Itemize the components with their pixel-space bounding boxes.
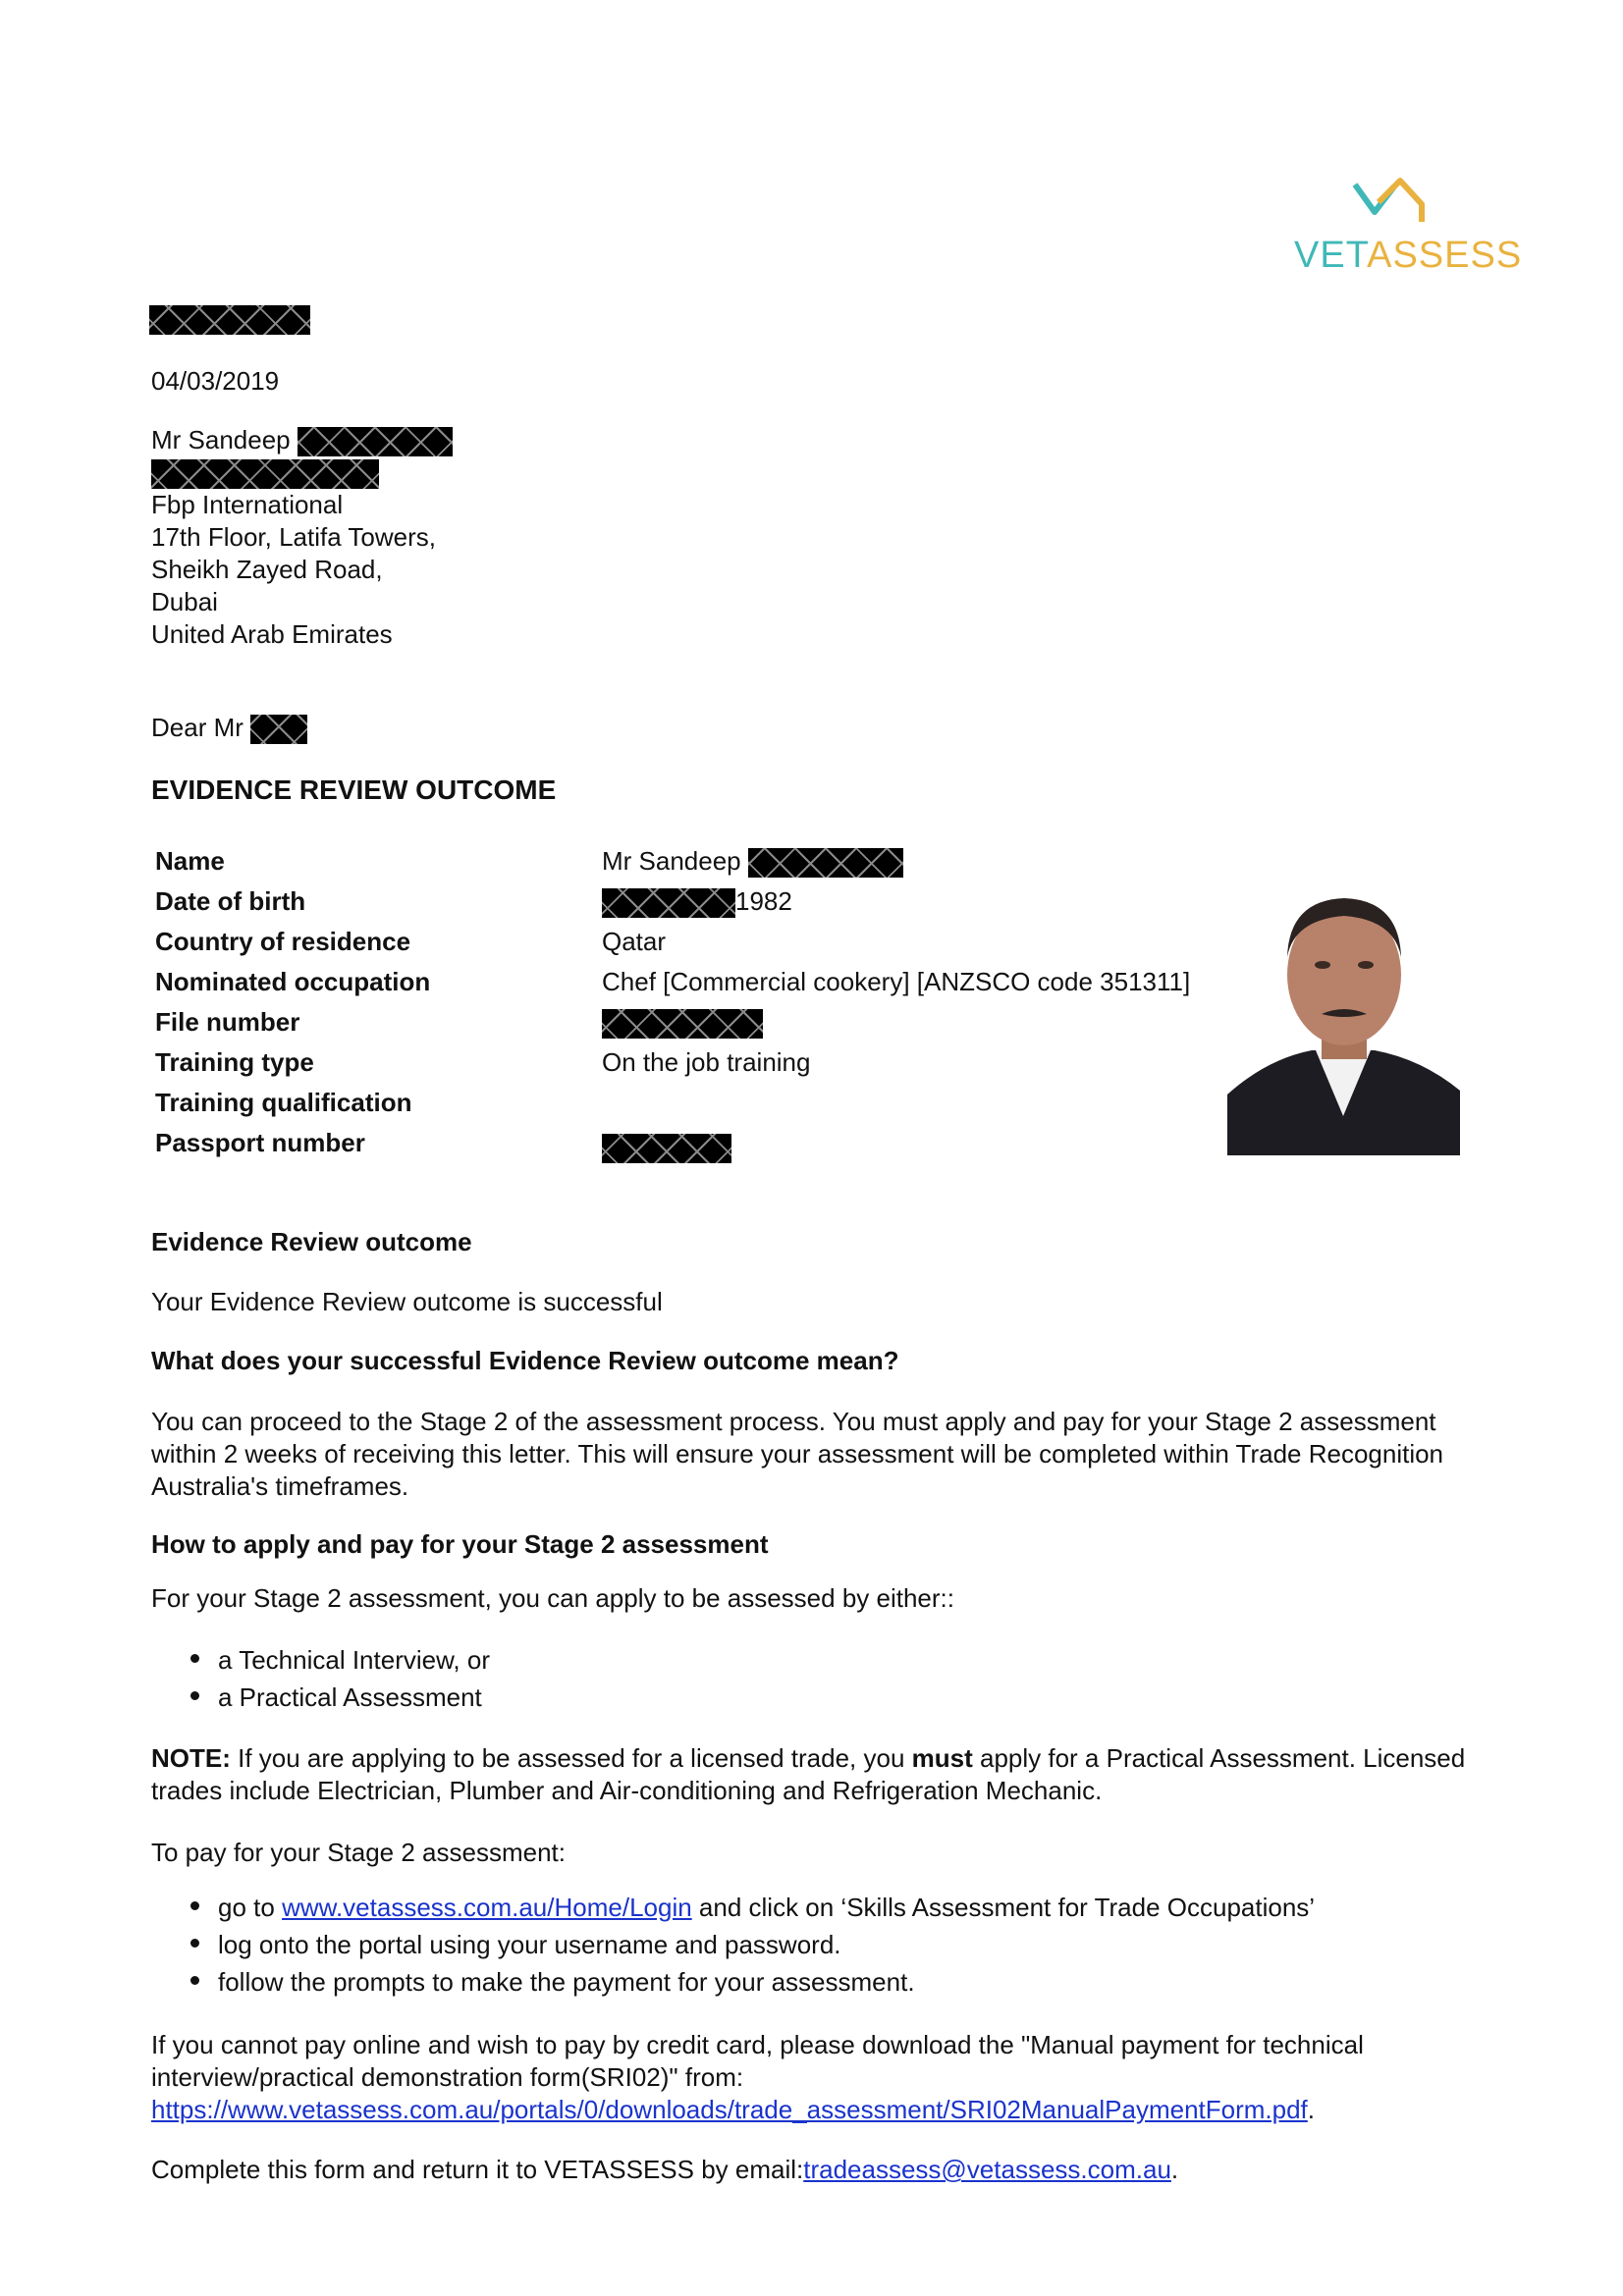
note-text-1: If you are applying to be assessed for a licensed trade, you bbox=[230, 1743, 912, 1773]
detail-row-occupation bbox=[155, 966, 1235, 1006]
logo-prefix: VET bbox=[1294, 235, 1368, 276]
complete-paragraph bbox=[151, 2154, 1178, 2186]
addressee-line bbox=[151, 424, 453, 456]
detail-value: On the job training bbox=[602, 1047, 811, 1077]
detail-value bbox=[602, 885, 792, 918]
detail-row-dob bbox=[155, 885, 1235, 926]
redacted-salutation-name bbox=[250, 715, 307, 744]
detail-value bbox=[602, 845, 903, 878]
detail-value-text: 1982 bbox=[735, 886, 792, 916]
apply-intro: For your Stage 2 assessment, you can apply to be assessed by either:: bbox=[151, 1583, 954, 1613]
list-item bbox=[151, 1889, 1487, 1926]
detail-value bbox=[602, 1006, 763, 1039]
address-line-redacted bbox=[151, 456, 453, 489]
detail-label: Nominated occupation bbox=[155, 967, 431, 996]
meaning-text: You can proceed to the Stage 2 of the assessment process. You must apply and pay for your Stage 2 assessment within 2 weeks of receiving this letter. This will ensure your assessment will be completed within Trade Recognition Australia's timeframes. bbox=[151, 1407, 1444, 1501]
manual-payment-paragraph bbox=[151, 2029, 1428, 2126]
detail-value bbox=[602, 1131, 731, 1163]
complete-end: . bbox=[1170, 2155, 1179, 2184]
redacted-dob bbox=[602, 888, 735, 918]
redacted-surname-2 bbox=[748, 848, 903, 878]
detail-value: Chef [Commercial cookery] [ANZSCO code 351311] bbox=[602, 967, 1191, 996]
list-item: log onto the portal using your username and password. bbox=[151, 1926, 1487, 1963]
detail-label: Passport number bbox=[155, 1128, 365, 1157]
detail-label: File number bbox=[155, 1007, 300, 1037]
logo-wordmark bbox=[1294, 234, 1522, 277]
note-text-2: apply for a Practical Assessment. Licensed trades include Electrician, Plumber and Air-conditioning and Refrigeration Mechanic. bbox=[151, 1743, 1466, 1805]
salutation bbox=[151, 712, 307, 744]
logo-suffix: ASSESS bbox=[1367, 235, 1523, 276]
manual-payment-form-link[interactable]: https://www.vetassess.com.au/portals/0/downloads/trade_assessment/SRI02ManualPaymentForm.pdf bbox=[151, 2095, 1308, 2124]
pay-intro: To pay for your Stage 2 assessment: bbox=[151, 1838, 566, 1867]
address-block bbox=[151, 424, 453, 651]
detail-row-training-qualification bbox=[155, 1087, 1235, 1127]
detail-label: Date of birth bbox=[155, 886, 306, 916]
list-item: a Practical Assessment bbox=[151, 1679, 1428, 1716]
address-line-4: Dubai bbox=[151, 587, 218, 617]
tradeassess-email-link[interactable]: tradeassess@vetassess.com.au bbox=[803, 2155, 1171, 2184]
manual-payment-text: If you cannot pay online and wish to pay by credit card, please download the "Manual payment for technical interview/practical demonstration form(SRI02)" from: bbox=[151, 2030, 1364, 2092]
page-title: EVIDENCE REVIEW OUTCOME bbox=[151, 774, 557, 805]
detail-row-passport bbox=[155, 1127, 1235, 1167]
logo-mark-icon bbox=[1294, 175, 1500, 236]
detail-label: Training qualification bbox=[155, 1088, 412, 1117]
address-line-1: Fbp International bbox=[151, 490, 344, 520]
outcome-text: Your Evidence Review outcome is successful bbox=[151, 1287, 663, 1316]
list-item: a Technical Interview, or bbox=[151, 1641, 1428, 1679]
payment-steps-list bbox=[151, 1889, 1487, 2001]
apply-heading: How to apply and pay for your Stage 2 assessment bbox=[151, 1529, 769, 1559]
note-paragraph bbox=[151, 1742, 1487, 1807]
redacted-file-number bbox=[602, 1009, 763, 1039]
applicant-photo bbox=[1227, 849, 1460, 1155]
detail-label: Training type bbox=[155, 1047, 314, 1077]
address-line-2: 17th Floor, Latifa Towers, bbox=[151, 522, 437, 553]
address-line-5: United Arab Emirates bbox=[151, 619, 393, 650]
assessment-options-list bbox=[151, 1641, 1428, 1716]
note-label: NOTE: bbox=[151, 1743, 231, 1773]
letter-date: 04/03/2019 bbox=[151, 366, 280, 396]
complete-text: Complete this form and return it to VETASSESS by email: bbox=[151, 2155, 804, 2184]
detail-label: Name bbox=[155, 846, 225, 876]
list-item: follow the prompts to make the payment for your assessment. bbox=[151, 1963, 1487, 2001]
step1-post: and click on ‘Skills Assessment for Trade Occupations’ bbox=[691, 1893, 1316, 1922]
note-must: must bbox=[911, 1743, 973, 1773]
addressee-name: Mr Sandeep bbox=[151, 425, 291, 454]
redacted-address bbox=[151, 459, 379, 489]
detail-row-training-type bbox=[155, 1046, 1235, 1087]
vetassess-logo bbox=[1294, 175, 1523, 283]
outcome-heading: Evidence Review outcome bbox=[151, 1227, 472, 1256]
meaning-heading: What does your successful Evidence Review outcome mean? bbox=[151, 1346, 899, 1375]
redacted-passport bbox=[602, 1134, 731, 1163]
step1-pre: go to bbox=[218, 1893, 283, 1922]
detail-row-file-number bbox=[155, 1006, 1235, 1046]
redacted-surname bbox=[298, 427, 453, 456]
salutation-text: Dear Mr bbox=[151, 713, 243, 742]
redacted-reference bbox=[149, 305, 310, 335]
detail-row-country bbox=[155, 926, 1235, 966]
vetassess-login-link[interactable]: www.vetassess.com.au/Home/Login bbox=[282, 1893, 692, 1922]
detail-row-name bbox=[155, 845, 1235, 885]
detail-label: Country of residence bbox=[155, 927, 411, 956]
detail-value: Qatar bbox=[602, 927, 667, 956]
manual-end: . bbox=[1307, 2095, 1316, 2124]
address-line-3: Sheikh Zayed Road, bbox=[151, 555, 383, 585]
detail-value-text: Mr Sandeep bbox=[602, 846, 741, 876]
